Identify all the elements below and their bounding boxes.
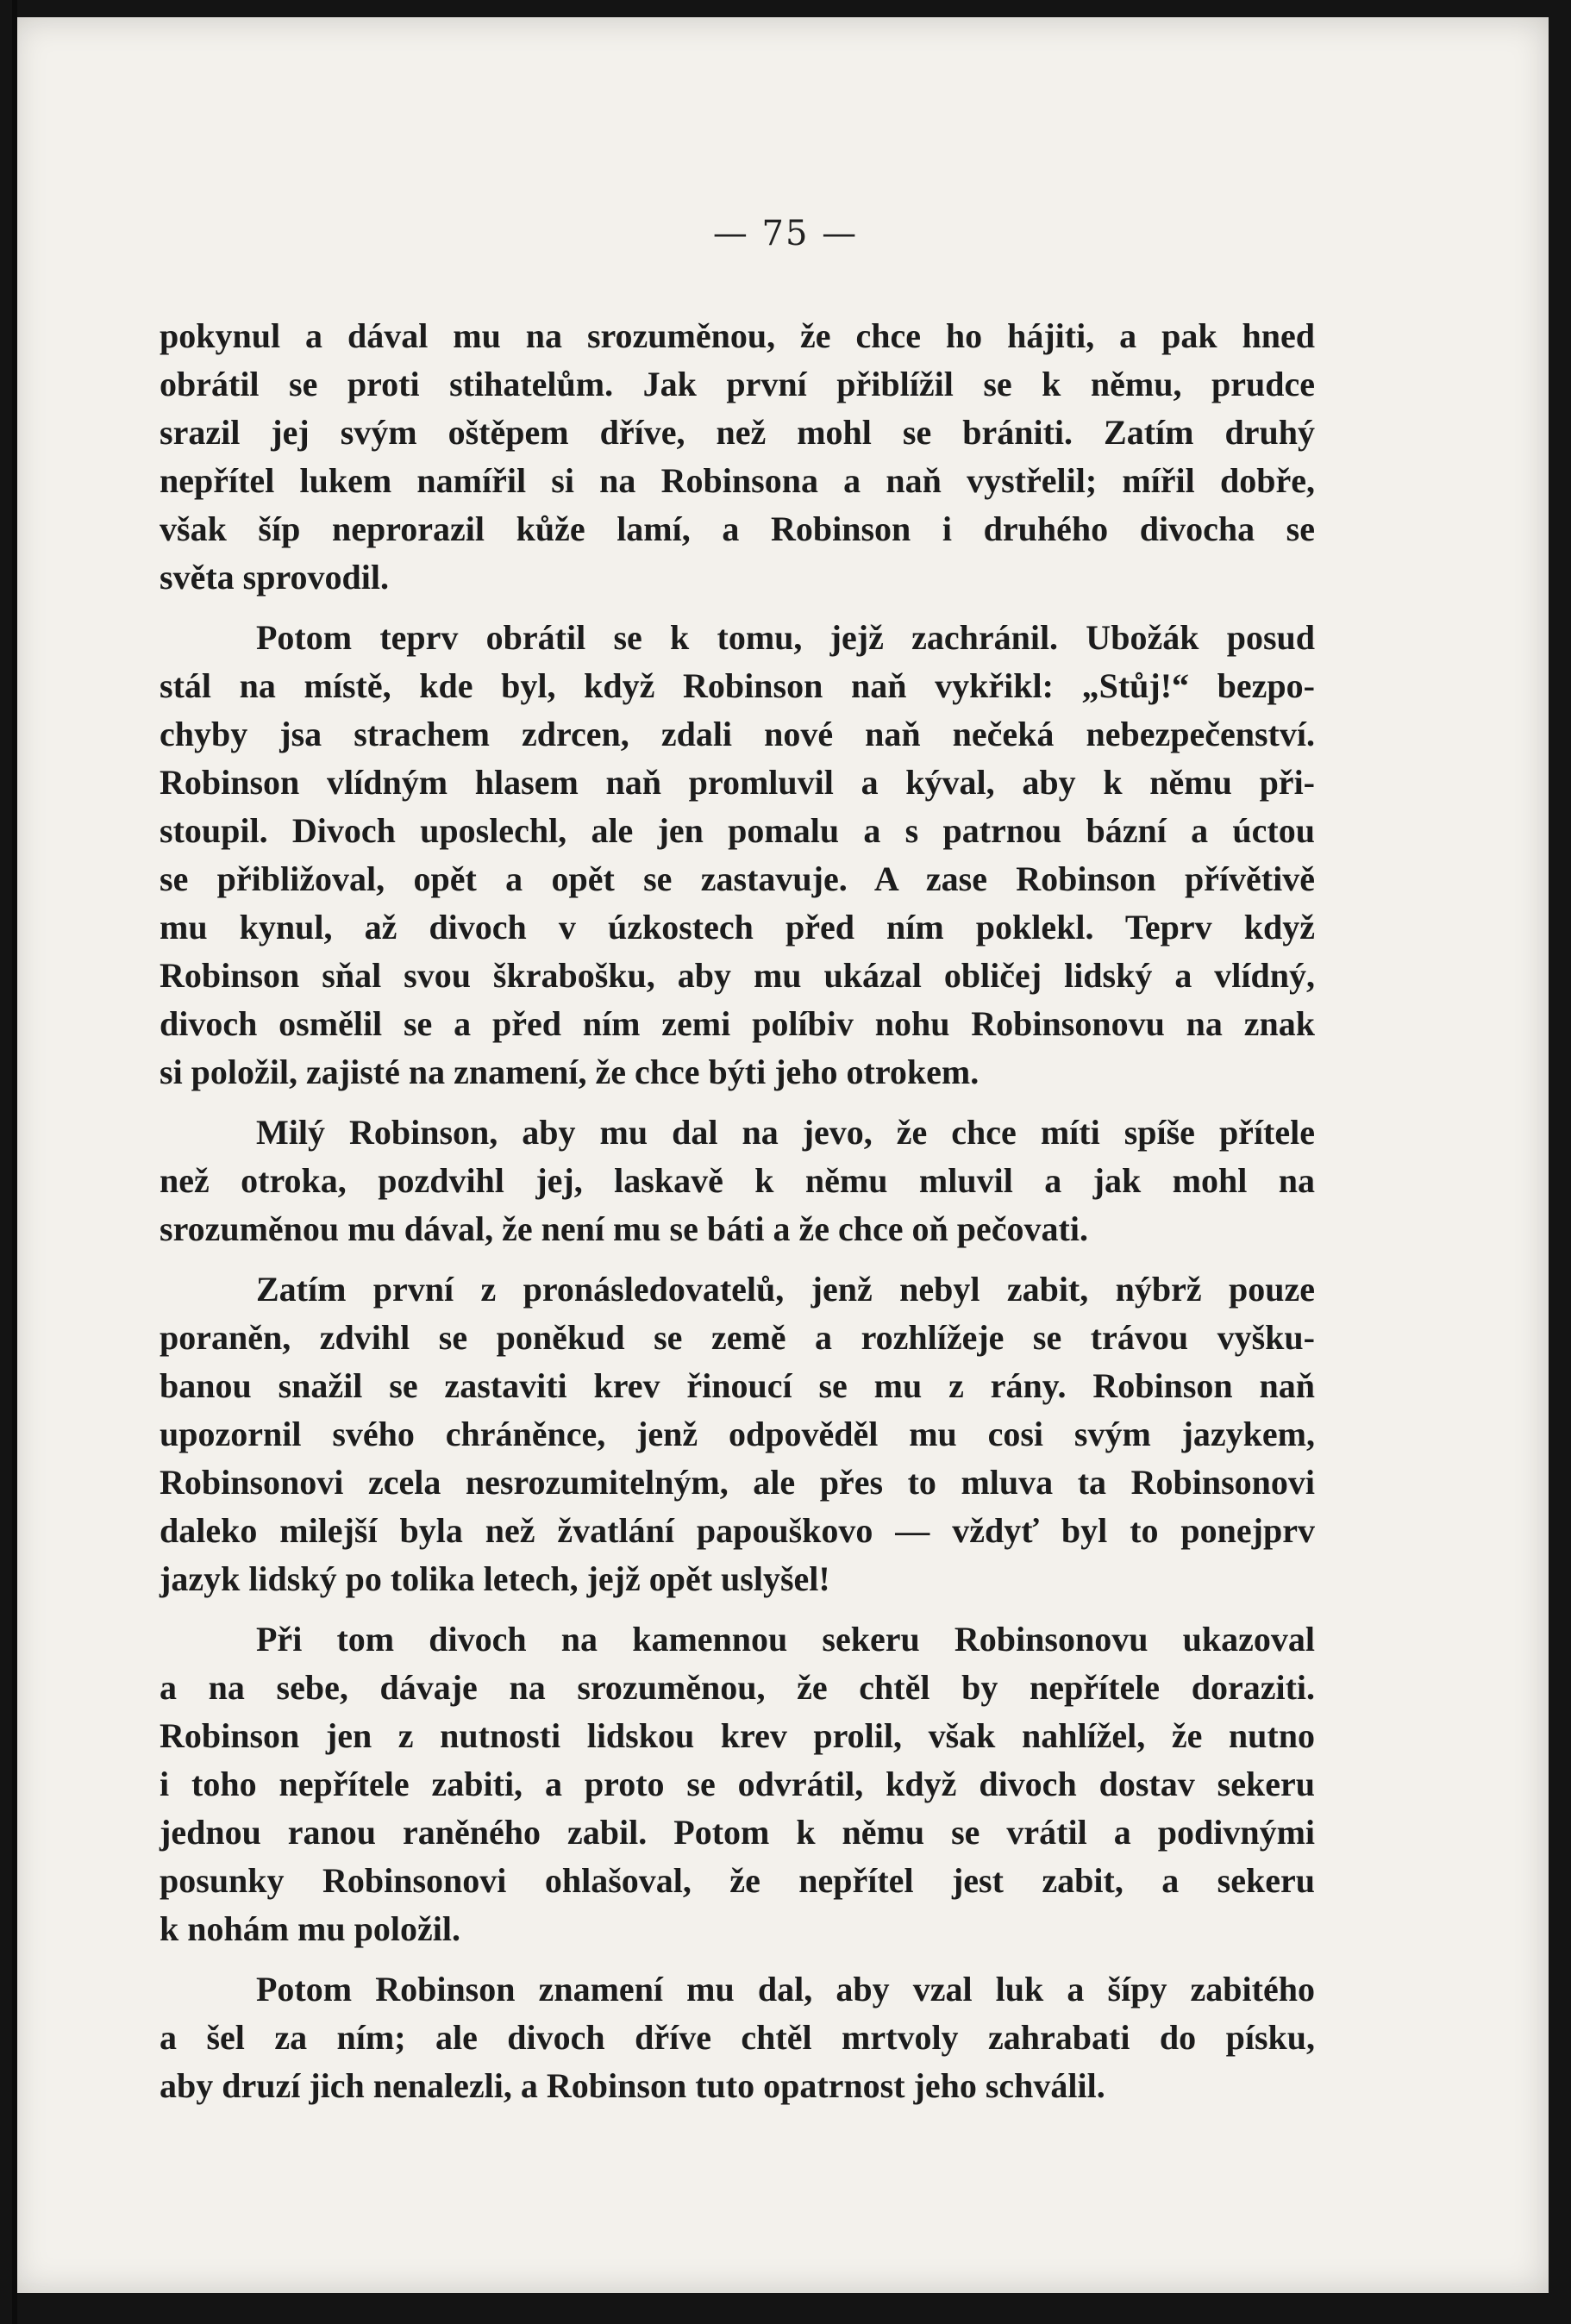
paragraph-5: [160, 1615, 1315, 1953]
text-line: obrátil se proti stihatelům. Jak první přiblížil se k němu, prudce: [160, 365, 1315, 403]
paragraph-1: [160, 312, 1315, 602]
text-line: pokynul a dával mu na srozuměnou, že chce ho hájiti, a pak hned: [160, 316, 1315, 355]
body-text: [160, 312, 1315, 2122]
text-line: si položil, zajisté na znamení, že chce býti jeho otrokem.: [160, 1053, 980, 1091]
text-line: Milý Robinson, aby mu dal na jevo, že chce míti spíše přítele: [256, 1113, 1315, 1152]
text-line: poraněn, zdvihl se poněkud se země a rozhlížeje se trávou vyšku-: [160, 1318, 1315, 1357]
paragraph-6: [160, 1965, 1315, 2110]
page-edge-shadow: [12, 0, 17, 2324]
text-line: světa sprovodil.: [160, 558, 389, 597]
text-line: a šel za ním; ale divoch dříve chtěl mrtvoly zahrabati do písku,: [160, 2018, 1315, 2057]
text-line: srozuměnou mu dával, že není mu se báti a že chce oň pečovati.: [160, 1209, 1088, 1248]
text-line: Zatím první z pronásledovatelů, jenž nebyl zabit, nýbrž pouze: [256, 1270, 1315, 1309]
text-line: k nohám mu položil.: [160, 1909, 460, 1948]
text-line: Robinson sňal svou škrabošku, aby mu ukázal obličej lidský a vlídný,: [160, 956, 1315, 995]
text-line: Robinson vlídným hlasem naň promluvil a kýval, aby k němu při-: [160, 763, 1315, 802]
text-line: jednou ranou raněného zabil. Potom k němu se vrátil a podivnými: [160, 1813, 1315, 1852]
text-line: stoupil. Divoch uposlechl, ale jen pomalu a s patrnou bázní a úctou: [160, 811, 1315, 850]
text-line: srazil jej svým oštěpem dříve, než mohl se brániti. Zatím druhý: [160, 413, 1315, 452]
text-line: nepřítel lukem namířil si na Robinsona a naň vystřelil; mířil dobře,: [160, 461, 1315, 500]
text-line: banou snažil se zastaviti krev řinoucí se mu z rány. Robinson naň: [160, 1366, 1315, 1405]
text-line: upozornil svého chráněnce, jenž odpověděl mu cosi svým jazykem,: [160, 1415, 1315, 1453]
text-line: stál na místě, kde byl, když Robinson naň vykřikl: „Stůj!“ bezpo-: [160, 666, 1315, 705]
text-line: daleko milejší byla než žvatlání papouškovo — vždyť byl to ponejprv: [160, 1511, 1315, 1550]
paragraph-4: [160, 1265, 1315, 1603]
paragraph-3: [160, 1109, 1315, 1253]
text-line: Robinson jen z nutnosti lidskou krev prolil, však nahlížel, že nutno: [160, 1716, 1315, 1755]
text-line: však šíp neprorazil kůže lamí, a Robinson i druhého divocha se: [160, 509, 1315, 548]
text-line: a na sebe, dávaje na srozuměnou, že chtěl by nepřítele doraziti.: [160, 1668, 1315, 1707]
text-line: Robinsonovi zcela nesrozumitelným, ale přes to mluva ta Robinsonovi: [160, 1463, 1315, 1502]
text-line: i toho nepřítele zabiti, a proto se odvrátil, když divoch dostav sekeru: [160, 1765, 1315, 1803]
text-line: jazyk lidský po tolika letech, jejž opět uslyšel!: [160, 1559, 830, 1598]
text-line: chyby jsa strachem zdrcen, zdali nové naň nečeká nebezpečenství.: [160, 715, 1315, 753]
text-line: posunky Robinsonovi ohlašoval, že nepřítel jest zabit, a sekeru: [160, 1861, 1315, 1900]
text-line: aby druzí jich nenalezli, a Robinson tuto opatrnost jeho schválil.: [160, 2066, 1105, 2105]
text-line: divoch osmělil se a před ním zemi políbiv nohu Robinsonovu na znak: [160, 1004, 1315, 1043]
text-line: Potom Robinson znamení mu dal, aby vzal luk a šípy zabitého: [256, 1970, 1315, 2009]
text-line: Při tom divoch na kamennou sekeru Robinsonovu ukazoval: [256, 1620, 1315, 1659]
paragraph-2: [160, 614, 1315, 1096]
text-line: než otroka, pozdvihl jej, laskavě k němu mluvil a jak mohl na: [160, 1161, 1315, 1200]
page-number: — 75 —: [712, 214, 859, 253]
text-line: mu kynul, až divoch v úzkostech před ním poklekl. Teprv když: [160, 908, 1315, 946]
text-line: se přibližoval, opět a opět se zastavuje. A zase Robinson přívětivě: [160, 859, 1315, 898]
text-line: Potom teprv obrátil se k tomu, jejž zachránil. Ubožák posud: [256, 618, 1315, 657]
